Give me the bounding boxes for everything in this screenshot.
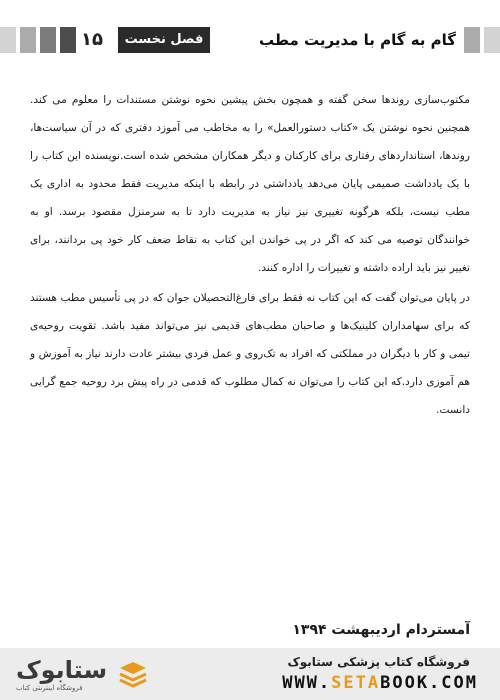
- site-prefix: WWW.: [282, 673, 332, 693]
- page-header: [0, 27, 500, 53]
- page-number: ۱۵: [81, 29, 103, 50]
- logo-subtitle: فروشگاه اینترنتی کتاب: [16, 684, 83, 692]
- book-stack-icon: [116, 658, 150, 692]
- paragraph: مکتوب‌سازی روندها سخن گفته و همچون بخش پیشین نحوه نوشتن مستندات را معلوم می کند. همچنین نحوه نوشتن یک «کتاب دستورالعمل» را به مخاطب می آموزد دفتری که در آن سیاست‌ها، روندها، استانداردهای رفتاری برای کارکنان و دیگر همکاران مشخص شده است.نویسنده این کتاب را با یک یادداشت صمیمی پایان می‌دهد یادداشتی در رابطه با اینکه مدیریت فقط محدود به اداری یک مطب نیست، بلکه هرگونه تغییری نیز نیاز به مدیریت دارد تا به سرمنزل مقصود برسد. او به خوانندگان توصیه می کند که اگر در پی خواندن این کتاب به نقاط ضعف کار خود پی بردانند، برای تغییر نیز باید اراده داشته و تغییرات را اداره کنند.: [30, 94, 470, 274]
- header-decor-block: [484, 27, 500, 53]
- header-decor-block: [0, 27, 16, 53]
- signature: آمستردام اردیبهشت ۱۳۹۴: [292, 622, 470, 638]
- book-title: گام به گام با مدیریت مطب: [258, 31, 456, 49]
- site-suffix: BOOK.COM: [380, 673, 478, 693]
- header-decor-block: [20, 27, 36, 53]
- header-decor-block: [40, 27, 56, 53]
- paragraph: در پایان می‌توان گفت که این کتاب نه فقط برای فارغ‌التحصیلان جوان که در پی تأسیس مطب هستند که برای سهامداران کلینیک‌ها و صاحبان مطب‌های قدیمی نیز می‌تواند مفید باشد. تقویت روحیه‌ی تیمی و کار با دیگران در مملکتی که افراد به تک‌روی و عمل فردی بیشتر عادت دارند نیاز به آموزش و هم آموزی دارد.که این کتاب را می‌توان نه کمال مطلوب که قدمی در راه پیش برد روحیه جمع گرایی دانست.: [30, 292, 470, 416]
- setabook-logo: [16, 656, 156, 696]
- page-body: [30, 86, 470, 426]
- header-decor-block: [464, 27, 480, 53]
- logo-text: ستابوک: [16, 656, 108, 684]
- footer-banner: [0, 648, 500, 700]
- shop-label: فروشگاه کتاب پزشکی ستابوک: [287, 655, 470, 669]
- header-decor-block: [60, 27, 76, 53]
- site-highlight: SETA: [331, 673, 381, 693]
- website-link[interactable]: [282, 673, 478, 693]
- chapter-label: فصل نخست: [118, 27, 210, 53]
